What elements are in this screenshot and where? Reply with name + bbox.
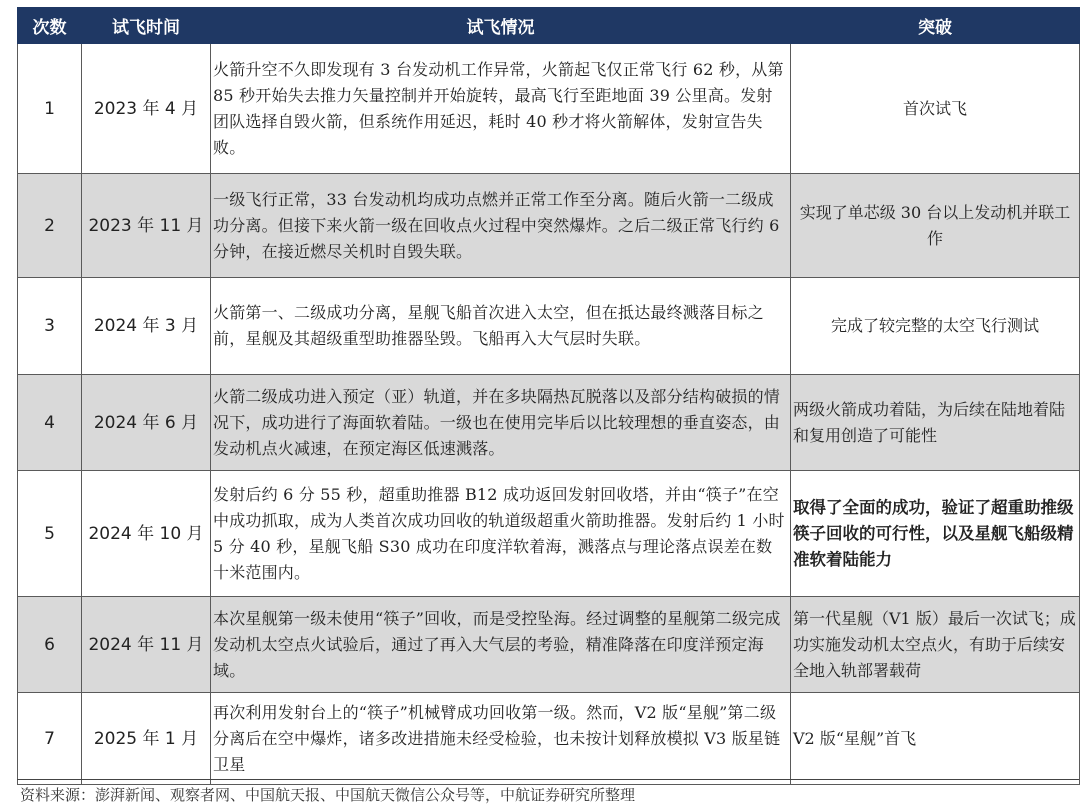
row-index: 5 — [18, 471, 82, 597]
row-date: 2024 年 3 月 — [82, 278, 211, 375]
table-row — [18, 375, 1080, 471]
table-row — [18, 44, 1080, 174]
row-index: 2 — [18, 174, 82, 278]
table-row — [18, 597, 1080, 693]
row-index: 3 — [18, 278, 82, 375]
header-index: 次数 — [18, 8, 82, 44]
table-row — [18, 471, 1080, 597]
row-date: 2025 年 1 月 — [82, 693, 211, 785]
row-detail: 火箭二级成功进入预定（亚）轨道，并在多块隔热瓦脱落以及部分结构破损的情况下，成功进行了海面软着陆。一级也在使用完毕后以比较理想的垂直姿态，由发动机点火减速，在预定海区低速溅落。 — [211, 375, 791, 471]
table-row — [18, 174, 1080, 278]
row-breakthrough: 两级火箭成功着陆，为后续在陆地着陆和复用创造了可能性 — [791, 375, 1080, 471]
row-date: 2024 年 6 月 — [82, 375, 211, 471]
row-index: 4 — [18, 375, 82, 471]
row-date: 2023 年 11 月 — [82, 174, 211, 278]
row-detail: 火箭第一、二级成功分离，星舰飞船首次进入太空，但在抵达最终溅落目标之前，星舰及其超级重型助推器坠毁。飞船再入大气层时失联。 — [211, 278, 791, 375]
row-detail: 本次星舰第一级未使用“筷子”回收，而是受控坠海。经过调整的星舰第二级完成发动机太空点火试验后，通过了再入大气层的考验，精准降落在印度洋预定海域。 — [211, 597, 791, 693]
row-index: 1 — [18, 44, 82, 174]
row-breakthrough: 完成了较完整的太空飞行测试 — [791, 278, 1080, 375]
source-note: 资料来源：澎湃新闻、观察者网、中国航天报、中国航天微信公众号等，中航证券研究所整理 — [20, 786, 636, 804]
row-index: 6 — [18, 597, 82, 693]
row-date: 2023 年 4 月 — [82, 44, 211, 174]
row-breakthrough: V2 版“星舰”首飞 — [791, 693, 1080, 785]
header-date: 试飞时间 — [82, 8, 211, 44]
row-date: 2024 年 10 月 — [82, 471, 211, 597]
row-date: 2024 年 11 月 — [82, 597, 211, 693]
table-row — [18, 693, 1080, 785]
row-index: 7 — [18, 693, 82, 785]
starship-test-flight-table — [17, 7, 1080, 785]
row-breakthrough: 首次试飞 — [791, 44, 1080, 174]
row-detail: 再次利用发射台上的“筷子”机械臂成功回收第一级。然而，V2 版“星舰”第二级分离后在空中爆炸，诸多改进措施未经受检验，也未按计划释放模拟 V3 版星链卫星 — [211, 693, 791, 785]
header-detail: 试飞情况 — [211, 8, 791, 44]
row-detail: 一级飞行正常，33 台发动机均成功点燃并正常工作至分离。随后火箭一二级成功分离。但接下来火箭一级在回收点火过程中突然爆炸。之后二级正常飞行约 6 分钟，在接近燃尽关机时自毁失联。 — [211, 174, 791, 278]
row-breakthrough: 第一代星舰（V1 版）最后一次试飞；成功实施发动机太空点火，有助于后续安全地入轨部署载荷 — [791, 597, 1080, 693]
header-breakthrough: 突破 — [791, 8, 1080, 44]
row-detail: 火箭升空不久即发现有 3 台发动机工作异常，火箭起飞仅正常飞行 62 秒，从第 85 秒开始失去推力矢量控制并开始旋转，最高飞行至距地面 39 公里高。发射团队选择自毁火箭，但系统作用延迟，耗时 40 秒才将火箭解体，发射宣告失败。 — [211, 44, 791, 174]
row-breakthrough: 取得了全面的成功，验证了超重助推级筷子回收的可行性，以及星舰飞船级精准软着陆能力 — [791, 471, 1080, 597]
footer-divider — [17, 779, 1079, 780]
table-row — [18, 278, 1080, 375]
row-breakthrough: 实现了单芯级 30 台以上发动机并联工作 — [791, 174, 1080, 278]
row-detail: 发射后约 6 分 55 秒，超重助推器 B12 成功返回发射回收塔，并由“筷子”在空中成功抓取，成为人类首次成功回收的轨道级超重火箭助推器。发射后约 1 小时 5 分 40 秒，星舰飞船 S30 成功在印度洋软着海，溅落点与理论落点误差在数十米范围内。 — [211, 471, 791, 597]
table-header-row — [18, 8, 1080, 44]
